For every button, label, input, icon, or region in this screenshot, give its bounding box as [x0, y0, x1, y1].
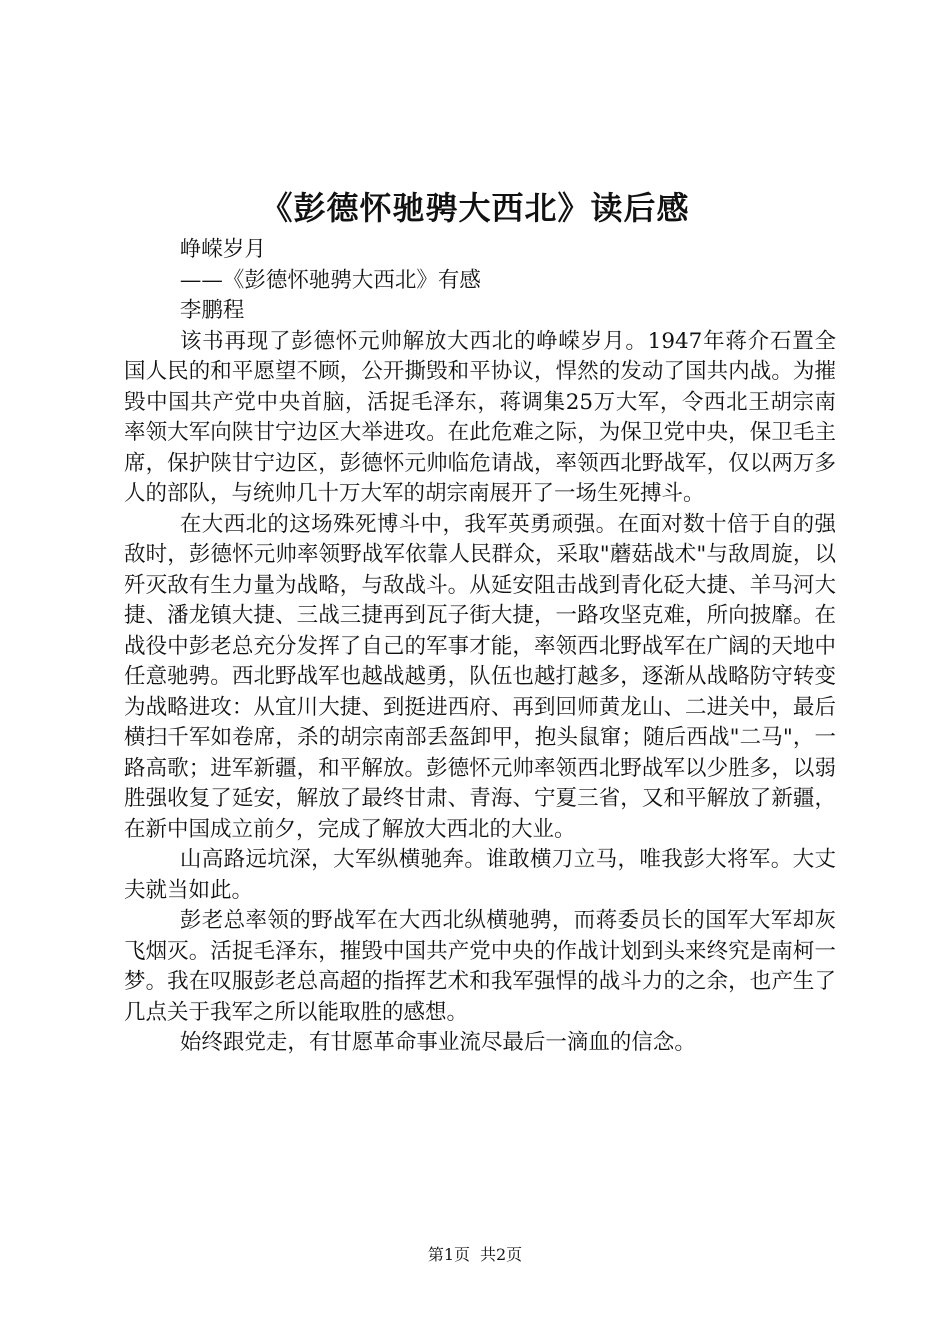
page-footer [0, 1243, 950, 1267]
paragraph: 始终跟党走，有甘愿革命事业流尽最后一滴血的信念。 [179, 1030, 696, 1055]
page-total: 共2页 [480, 1245, 523, 1264]
page-number: 第1页 [427, 1245, 470, 1264]
paragraph: 在大西北的这场殊死博斗中，我军英勇顽强。在面对数十倍于自的强敌时，彭德怀元帅率领野战军依靠人民群众，采取"蘑菇战术"与敌周旋，以歼灭敌有生力量为战略，与敌战斗。从延安阻击战到青化砭大捷、羊马河大捷、潘龙镇大捷、三战三捷再到瓦子街大捷，一路攻坚克难，所向披靡。在战役中彭老总充分发挥了自己的军事才能，率领西北野战军在广阔的天地中任意驰骋。西北野战军也越战越勇，队伍也越打越多，逐渐从战略防守转变为战略进攻：从宜川大捷、到挺进西府、再到回师黄龙山、二进关中，最后横扫千军如卷席，杀的胡宗南部丢盔卸甲，抱头鼠窜；随后西战"二马"，一路高歌；进军新疆，和平解放。彭德怀元帅率领西北野战军以少胜多，以弱胜强收复了延安，解放了最终甘肃、青海、宁夏三省，又和平解放了新疆，在新中国成立前夕，完成了解放大西北的大业。 [124, 511, 836, 842]
author-line: 李鹏程 [179, 298, 245, 323]
subtitle-source-line: ——《彭德怀驰骋大西北》有感 [179, 267, 481, 293]
document-body [124, 235, 836, 1059]
paragraph: 该书再现了彭德怀元帅解放大西北的峥嵘岁月。1947年蒋介石置全国人民的和平愿望不顾，公开撕毁和平协议，悍然的发动了国共内战。为摧毁中国共产党中央首脑，活捉毛泽东，蒋调集25万大军，令西北王胡宗南率领大军向陕甘宁边区大举进攻。在此危难之际，为保卫党中央，保卫毛主席，保护陕甘宁边区，彭德怀元帅临危请战，率领西北野战军，仅以两万多人的部队，与统帅几十万大军的胡宗南展开了一场生死搏斗。 [124, 328, 836, 506]
paragraph: 山高路远坑深，大军纵横驰奔。谁敢横刀立马，唯我彭大将军。大丈夫就当如此。 [124, 847, 836, 903]
paragraph: 彭老总率领的野战军在大西北纵横驰骋，而蒋委员长的国军大军却灰飞烟灭。活捉毛泽东，摧毁中国共产党中央的作战计划到头来终究是南柯一梦。我在叹服彭老总高超的指挥艺术和我军强悍的战斗力的之余，也产生了几点关于我军之所以能取胜的感想。 [124, 908, 836, 1025]
document-title: 《彭德怀驰骋大西北》读后感 [260, 189, 690, 227]
subtitle-line: 峥嵘岁月 [179, 237, 266, 262]
